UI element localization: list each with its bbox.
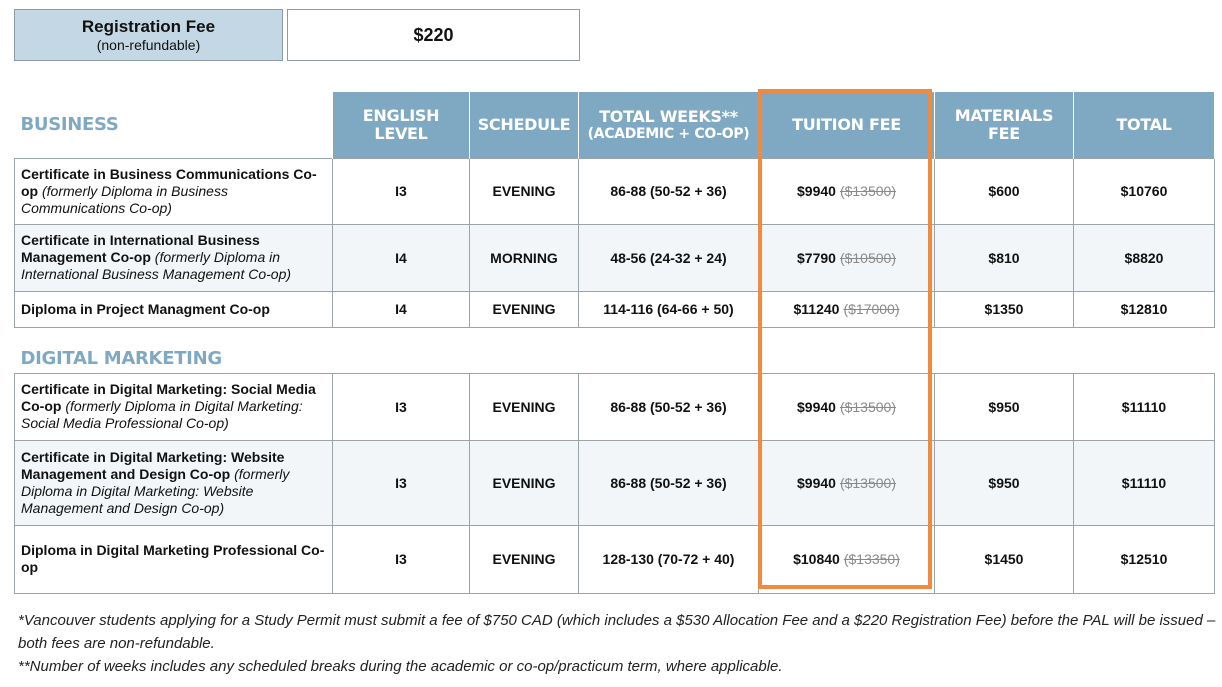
header-total-weeks <box>579 92 759 158</box>
total-fee: $11110 <box>1074 440 1215 525</box>
schedule: EVENING <box>470 440 579 525</box>
section-title: DIGITAL MARKETING <box>15 327 1215 373</box>
program-title: Certificate in International Business Management Co-op <box>21 232 260 265</box>
tuition-fee-current: $10840 <box>793 551 840 567</box>
total-fee: $12810 <box>1074 291 1215 327</box>
tuition-fee-current: $9940 <box>797 474 836 491</box>
program-name <box>15 525 333 593</box>
registration-fee-value: $220 <box>287 9 580 61</box>
tuition-fee-current: $9940 <box>797 398 836 415</box>
tuition-fee-original: ($17000) <box>843 301 900 317</box>
header-total-weeks-label: TOTAL WEEKS** <box>599 106 738 126</box>
program-row <box>15 158 1215 224</box>
program-row <box>15 440 1215 525</box>
program-row <box>15 291 1215 327</box>
materials-fee: $950 <box>935 440 1074 525</box>
registration-fee-note: (non-refundable) <box>96 36 201 53</box>
total-weeks: 86-88 (50-52 + 36) <box>579 373 759 440</box>
header-total: TOTAL <box>1074 92 1215 158</box>
total-weeks: 114-116 (64-66 + 50) <box>579 291 759 327</box>
total-weeks: 128-130 (70-72 + 40) <box>579 525 759 593</box>
fees-table <box>14 92 1215 594</box>
footnote-weeks: **Number of weeks includes any scheduled breaks during the academic or co-op/practicum term, where applicable. <box>18 658 783 675</box>
program-title: Certificate in Digital Marketing: Website Management and Design Co-op <box>21 448 285 482</box>
section-title: BUSINESS <box>15 92 333 158</box>
program-row <box>15 525 1215 593</box>
tuition-fee-current: $7790 <box>797 249 836 266</box>
program-name <box>15 158 333 224</box>
tuition-fee <box>759 525 935 593</box>
tuition-fee-original: ($13500) <box>839 474 896 491</box>
english-level: I4 <box>333 291 470 327</box>
registration-fee-label <box>14 9 283 61</box>
program-title: Diploma in Project Managment Co-op <box>21 300 270 317</box>
program-former-name: (formerly Diploma in International Business Management Co-op) <box>21 249 292 282</box>
tuition-fee-current: $11240 <box>793 301 840 317</box>
schedule: EVENING <box>470 373 579 440</box>
program-name <box>15 291 333 327</box>
english-level: I3 <box>333 525 470 593</box>
tuition-fee <box>759 158 935 224</box>
tuition-fee-current: $9940 <box>797 183 836 199</box>
program-row <box>15 224 1215 291</box>
program-former-name: (formerly Diploma in Digital Marketing: Social Media Professional Co-op) <box>21 398 303 431</box>
total-weeks: 86-88 (50-52 + 36) <box>579 440 759 525</box>
tuition-fee-original: ($13350) <box>843 551 900 567</box>
footnote-study-permit: *Vancouver students applying for a Study Permit must submit a fee of $750 CAD (which includes a $530 Allocation Fee and a $220 Registration Fee) before the PAL will be issued – both fees are non-refundable. <box>18 612 1216 652</box>
total-fee: $10760 <box>1074 158 1215 224</box>
header-english-level: ENGLISH LEVEL <box>333 92 470 158</box>
schedule: MORNING <box>470 224 579 291</box>
tuition-fee <box>759 291 935 327</box>
tuition-fee-original: ($13500) <box>839 183 896 199</box>
english-level: I3 <box>333 158 470 224</box>
program-name <box>15 440 333 525</box>
materials-fee: $950 <box>935 373 1074 440</box>
tuition-fee <box>759 440 935 525</box>
header-tuition-fee: TUITION FEE <box>759 92 935 158</box>
program-title: Certificate in Digital Marketing: Social Media Co-op <box>21 381 316 414</box>
english-level: I3 <box>333 440 470 525</box>
footnotes <box>18 609 1218 678</box>
header-total-weeks-sub: (ACADEMIC + CO-OP) <box>587 125 750 142</box>
total-fee: $8820 <box>1074 224 1215 291</box>
total-weeks: 48-56 (24-32 + 24) <box>579 224 759 291</box>
registration-fee-title: Registration Fee <box>81 16 216 36</box>
materials-fee: $810 <box>935 224 1074 291</box>
header-row <box>15 92 1215 158</box>
tuition-fee-original: ($13500) <box>839 398 896 415</box>
tuition-fee <box>759 373 935 440</box>
english-level: I3 <box>333 373 470 440</box>
program-title: Diploma in Digital Marketing Professional Co-op <box>21 542 325 575</box>
program-row <box>15 373 1215 440</box>
total-weeks: 86-88 (50-52 + 36) <box>579 158 759 224</box>
total-fee: $12510 <box>1074 525 1215 593</box>
total-fee: $11110 <box>1074 373 1215 440</box>
schedule: EVENING <box>470 291 579 327</box>
program-former-name: (formerly Diploma in Business Communications Co-op) <box>21 182 228 216</box>
header-materials-fee: MATERIALS FEE <box>935 92 1074 158</box>
header-schedule: SCHEDULE <box>470 92 579 158</box>
english-level: I4 <box>333 224 470 291</box>
materials-fee: $1450 <box>935 525 1074 593</box>
materials-fee: $1350 <box>935 291 1074 327</box>
schedule: EVENING <box>470 525 579 593</box>
tuition-fee <box>759 224 935 291</box>
program-name <box>15 224 333 291</box>
schedule: EVENING <box>470 158 579 224</box>
program-title: Certificate in Business Communications Co-op <box>21 165 317 199</box>
section-row <box>15 327 1215 373</box>
program-former-name: (formerly Diploma in Digital Marketing: Website Management and Design Co-op) <box>21 465 290 516</box>
tuition-fee-original: ($10500) <box>839 249 896 266</box>
program-name <box>15 373 333 440</box>
materials-fee: $600 <box>935 158 1074 224</box>
